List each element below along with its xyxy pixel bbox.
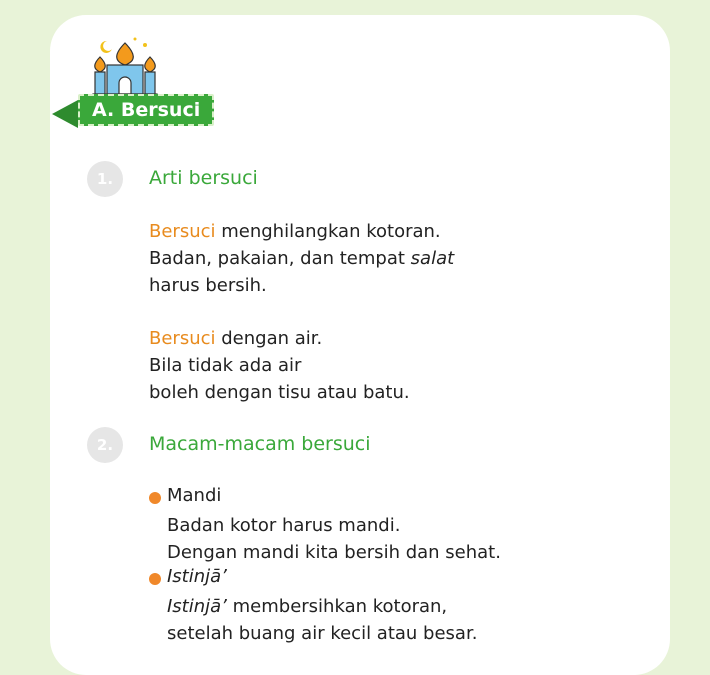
item-number-2: 2. (87, 427, 123, 463)
banner-ribbon-tail (52, 100, 78, 128)
bullet-title-istinja: Istinjā’ (167, 566, 227, 587)
paragraph-2: Bersuci dengan air. Bila tidak ada air boleh dengan tisu atau batu. (149, 328, 410, 403)
bullet-dot (149, 492, 161, 504)
bullet-dot (149, 573, 161, 585)
highlight-word: Bersuci (149, 328, 216, 349)
heading-macam-bersuci: Macam-macam bersuci (149, 433, 371, 455)
bullet-title-mandi: Mandi (167, 485, 222, 506)
paragraph-1: Bersuci menghilangkan kotoran. Badan, pakaian, dan tempat salat harus bersih. (149, 221, 455, 296)
bullet-text-istinja: Istinjā’ membersihkan kotoran, setelah buang air kecil atau besar. (167, 596, 478, 644)
highlight-word: Bersuci (149, 221, 216, 242)
bullet-text-mandi: Badan kotor harus mandi. Dengan mandi kita bersih dan sehat. (167, 515, 501, 563)
item-number-1: 1. (87, 161, 123, 197)
heading-arti-bersuci: Arti bersuci (149, 167, 258, 189)
italic-term: salat (410, 248, 455, 269)
section-title: A. Bersuci (78, 94, 214, 126)
